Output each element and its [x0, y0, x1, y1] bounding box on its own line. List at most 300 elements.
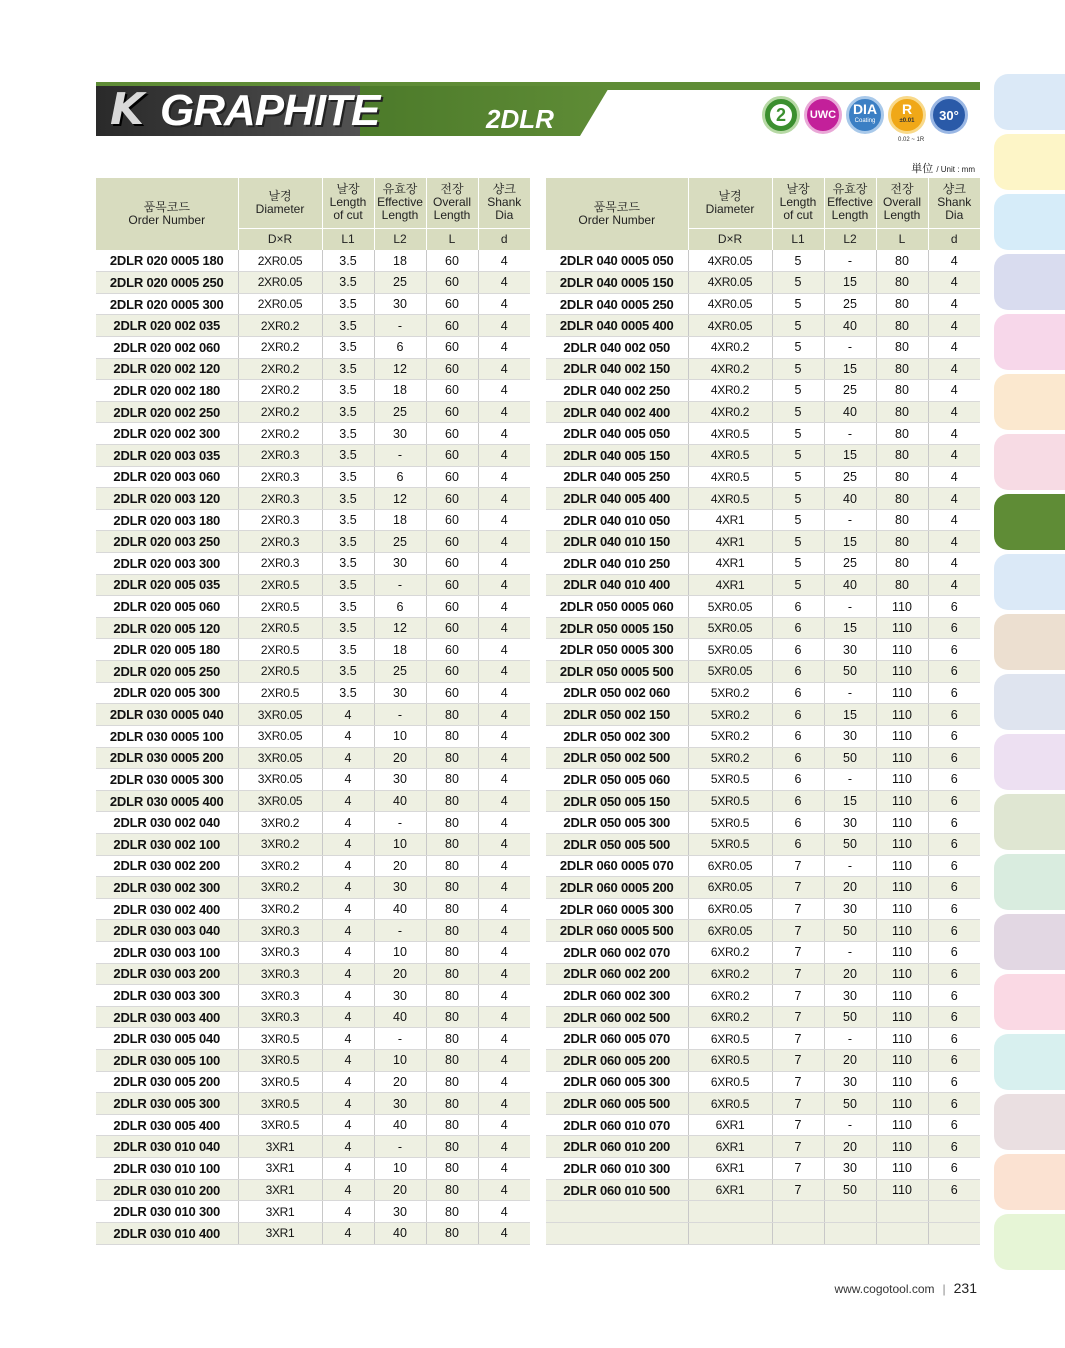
- diameter-cell: 3XR0.05: [238, 790, 322, 812]
- table-row: [546, 942, 980, 964]
- effective-length-cell: 40: [824, 488, 876, 510]
- order-number-cell: 2DLR 030 010 400: [96, 1222, 238, 1244]
- effective-length-cell: 30: [374, 553, 426, 575]
- overall-length-cell: 80: [876, 509, 928, 531]
- diameter-cell: 4XR1: [688, 574, 772, 596]
- diameter-cell: 3XR0.2: [238, 898, 322, 920]
- diameter-cell: 2XR0.05: [238, 293, 322, 315]
- header-en: Length: [381, 208, 419, 223]
- order-number-cell: 2DLR 040 005 250: [546, 466, 688, 488]
- overall-length-cell: 80: [426, 1179, 478, 1201]
- diameter-cell: 5XR0.05: [688, 596, 772, 618]
- length-of-cut-cell: 4: [322, 1179, 374, 1201]
- empty-cell: [772, 1201, 824, 1223]
- overall-length-cell: 60: [426, 617, 478, 639]
- section-tab-10[interactable]: [994, 614, 1065, 670]
- order-number-cell: 2DLR 040 005 150: [546, 444, 688, 466]
- section-tab-9[interactable]: [994, 554, 1065, 610]
- radius-tolerance-label: ±0.01: [899, 118, 915, 124]
- length-of-cut-cell: 7: [772, 877, 824, 899]
- header-kr: 샹크: [492, 182, 516, 197]
- effective-length-cell: -: [824, 1114, 876, 1136]
- effective-length-cell: -: [824, 769, 876, 791]
- effective-length-cell: 6: [374, 596, 426, 618]
- effective-length-cell: 40: [374, 790, 426, 812]
- diameter-cell: 6XR0.5: [688, 1028, 772, 1050]
- table-row: [96, 985, 530, 1007]
- effective-length-cell: 40: [824, 574, 876, 596]
- effective-length-cell: 15: [824, 704, 876, 726]
- length-of-cut-cell: 4: [322, 1114, 374, 1136]
- length-of-cut-cell: 4: [322, 1201, 374, 1223]
- header-kr: 샹크: [942, 182, 966, 197]
- shank-dia-cell: 4: [478, 769, 530, 791]
- overall-length-cell: 80: [876, 293, 928, 315]
- length-of-cut-cell: 3.5: [322, 509, 374, 531]
- shank-dia-cell: 4: [478, 423, 530, 445]
- section-tab-13[interactable]: [994, 794, 1065, 850]
- unit-label: [911, 160, 975, 176]
- table-row: [546, 704, 980, 726]
- order-number-cell: 2DLR 060 002 070: [546, 942, 688, 964]
- overall-length-cell: 80: [426, 1158, 478, 1180]
- effective-length-cell: 30: [824, 1158, 876, 1180]
- table-row: [546, 1050, 980, 1072]
- shank-dia-cell: 4: [478, 1158, 530, 1180]
- overall-length-cell: 60: [426, 466, 478, 488]
- shank-dia-cell: 4: [928, 380, 980, 402]
- section-tab-3[interactable]: [994, 194, 1065, 250]
- length-of-cut-cell: 3.5: [322, 617, 374, 639]
- length-of-cut-cell: 5: [772, 401, 824, 423]
- effective-length-cell: 50: [824, 1093, 876, 1115]
- effective-length-header: [374, 178, 426, 228]
- effective-length-cell: -: [824, 942, 876, 964]
- overall-length-cell: 110: [876, 596, 928, 618]
- diameter-cell: 5XR0.2: [688, 725, 772, 747]
- length-of-cut-cell: 3.5: [322, 336, 374, 358]
- table-row: [96, 272, 530, 294]
- symbol-l: L: [876, 228, 928, 250]
- radius-range-note: 0.02 ~ 1R: [898, 137, 925, 143]
- table-row: [96, 553, 530, 575]
- overall-length-cell: 80: [876, 574, 928, 596]
- diameter-cell: 5XR0.05: [688, 617, 772, 639]
- diameter-cell: 2XR0.3: [238, 509, 322, 531]
- length-of-cut-cell: 6: [772, 682, 824, 704]
- order-number-cell: 2DLR 030 002 200: [96, 855, 238, 877]
- diameter-cell: 2XR0.3: [238, 553, 322, 575]
- overall-length-cell: 110: [876, 617, 928, 639]
- length-of-cut-cell: 5: [772, 531, 824, 553]
- length-of-cut-cell: 4: [322, 833, 374, 855]
- table-row: [96, 1136, 530, 1158]
- order-number-cell: 2DLR 060 002 300: [546, 985, 688, 1007]
- shank-dia-cell: 4: [478, 790, 530, 812]
- order-number-cell: 2DLR 030 003 200: [96, 963, 238, 985]
- header-en: Length: [779, 195, 817, 210]
- page-title: GRAPHITE: [160, 86, 380, 135]
- shank-dia-cell: 4: [478, 855, 530, 877]
- diameter-cell: 2XR0.2: [238, 423, 322, 445]
- shank-dia-cell: 6: [928, 1093, 980, 1115]
- diameter-cell: 6XR0.5: [688, 1093, 772, 1115]
- effective-length-cell: -: [374, 315, 426, 337]
- diameter-cell: 4XR0.5: [688, 423, 772, 445]
- effective-length-cell: 40: [824, 315, 876, 337]
- order-number-cell: 2DLR 030 0005 300: [96, 769, 238, 791]
- section-tab-4[interactable]: [994, 254, 1065, 310]
- table-row: [96, 704, 530, 726]
- overall-length-cell: 110: [876, 704, 928, 726]
- section-tab-1[interactable]: [994, 74, 1065, 130]
- section-tab-17[interactable]: [994, 1034, 1065, 1090]
- length-of-cut-cell: 3.5: [322, 444, 374, 466]
- table-row: [96, 769, 530, 791]
- table-row: [546, 423, 980, 445]
- effective-length-cell: 20: [824, 963, 876, 985]
- section-tab-15[interactable]: [994, 914, 1065, 970]
- diameter-cell: 6XR1: [688, 1179, 772, 1201]
- diameter-cell: 3XR1: [238, 1222, 322, 1244]
- table-row: [546, 725, 980, 747]
- effective-length-cell: -: [824, 509, 876, 531]
- table-row: [96, 1050, 530, 1072]
- k-logo: K: [109, 83, 145, 135]
- table-row: [546, 639, 980, 661]
- effective-length-cell: 10: [374, 1158, 426, 1180]
- overall-length-cell: 110: [876, 747, 928, 769]
- diameter-cell: 2XR0.5: [238, 661, 322, 683]
- header-en: Effective: [827, 195, 873, 210]
- overall-length-cell: 110: [876, 639, 928, 661]
- shank-dia-cell: 6: [928, 1050, 980, 1072]
- helix-angle-icon: 30°: [930, 96, 968, 134]
- diameter-cell: 3XR0.05: [238, 769, 322, 791]
- order-number-cell: 2DLR 020 002 250: [96, 401, 238, 423]
- section-tab-14[interactable]: [994, 854, 1065, 910]
- overall-length-cell: 80: [426, 1114, 478, 1136]
- table-row: [546, 1114, 980, 1136]
- overall-length-cell: 80: [876, 423, 928, 445]
- shank-dia-cell: 4: [478, 1093, 530, 1115]
- diameter-cell: 3XR0.5: [238, 1093, 322, 1115]
- diameter-cell: 3XR0.2: [238, 877, 322, 899]
- shank-dia-cell: 4: [928, 315, 980, 337]
- length-of-cut-cell: 4: [322, 985, 374, 1007]
- overall-length-cell: 60: [426, 596, 478, 618]
- length-of-cut-cell: 4: [322, 725, 374, 747]
- overall-length-cell: 80: [426, 1006, 478, 1028]
- length-of-cut-cell: 4: [322, 1071, 374, 1093]
- dia-sub-label: Coating: [854, 118, 876, 124]
- header-en: Order Number: [128, 213, 206, 227]
- shank-dia-cell: 4: [478, 272, 530, 294]
- table-row: [96, 423, 530, 445]
- overall-length-cell: 80: [426, 1050, 478, 1072]
- effective-length-cell: 25: [374, 661, 426, 683]
- section-tab-5[interactable]: [994, 314, 1065, 370]
- length-of-cut-cell: 3.5: [322, 315, 374, 337]
- overall-length-cell: 60: [426, 531, 478, 553]
- effective-length-cell: -: [824, 596, 876, 618]
- order-number-cell: 2DLR 020 0005 180: [96, 250, 238, 272]
- length-of-cut-cell: 3.5: [322, 250, 374, 272]
- section-tab-2[interactable]: [994, 134, 1065, 190]
- effective-length-cell: 20: [824, 877, 876, 899]
- table-row: [96, 358, 530, 380]
- table-row: [96, 293, 530, 315]
- overall-length-cell: 80: [426, 1136, 478, 1158]
- section-tab-8[interactable]: [994, 494, 1065, 550]
- overall-length-cell: 80: [426, 747, 478, 769]
- header-kr: 품목코드: [143, 200, 190, 214]
- shank-dia-cell: 4: [478, 358, 530, 380]
- diameter-cell: 4XR0.05: [688, 272, 772, 294]
- table-row: [546, 250, 980, 272]
- effective-length-cell: 15: [824, 531, 876, 553]
- diameter-cell: 4XR0.05: [688, 250, 772, 272]
- effective-length-cell: 50: [824, 1006, 876, 1028]
- shank-dia-cell: 4: [478, 596, 530, 618]
- length-of-cut-header: [772, 178, 824, 228]
- order-number-cell: 2DLR 040 002 250: [546, 380, 688, 402]
- overall-length-cell: 80: [426, 942, 478, 964]
- effective-length-cell: 18: [374, 250, 426, 272]
- overall-length-cell: 110: [876, 833, 928, 855]
- table-row: [96, 574, 530, 596]
- order-number-cell: 2DLR 020 002 035: [96, 315, 238, 337]
- symbol-dia: D×R: [688, 228, 772, 250]
- order-number-cell: 2DLR 040 0005 050: [546, 250, 688, 272]
- overall-length-cell: 80: [426, 704, 478, 726]
- length-of-cut-cell: 4: [322, 942, 374, 964]
- shank-dia-cell: 6: [928, 942, 980, 964]
- order-number-cell: 2DLR 040 002 400: [546, 401, 688, 423]
- diameter-cell: 6XR0.05: [688, 920, 772, 942]
- overall-length-cell: 60: [426, 553, 478, 575]
- table-row: [96, 315, 530, 337]
- diameter-cell: 6XR0.5: [688, 1050, 772, 1072]
- order-number-cell: 2DLR 050 005 060: [546, 769, 688, 791]
- length-of-cut-cell: 7: [772, 1050, 824, 1072]
- order-number-cell: 2DLR 030 005 040: [96, 1028, 238, 1050]
- effective-length-cell: 30: [374, 682, 426, 704]
- effective-length-cell: 30: [374, 293, 426, 315]
- table-row: [546, 833, 980, 855]
- shank-dia-cell: 6: [928, 898, 980, 920]
- order-number-cell: 2DLR 020 002 120: [96, 358, 238, 380]
- diameter-cell: 3XR0.3: [238, 1006, 322, 1028]
- length-of-cut-cell: 7: [772, 1136, 824, 1158]
- shank-dia-cell: 4: [478, 1050, 530, 1072]
- order-number-cell: 2DLR 030 0005 040: [96, 704, 238, 726]
- length-of-cut-cell: 6: [772, 790, 824, 812]
- header-en: Length: [433, 208, 471, 223]
- effective-length-cell: 25: [824, 553, 876, 575]
- effective-length-cell: 30: [374, 1201, 426, 1223]
- effective-length-header: [824, 178, 876, 228]
- length-of-cut-cell: 4: [322, 1136, 374, 1158]
- section-tab-19[interactable]: [994, 1154, 1065, 1210]
- length-of-cut-cell: 3.5: [322, 639, 374, 661]
- empty-cell: [688, 1201, 772, 1223]
- length-of-cut-cell: 6: [772, 661, 824, 683]
- length-of-cut-cell: 7: [772, 1071, 824, 1093]
- table-row: [546, 596, 980, 618]
- shank-dia-cell: 6: [928, 661, 980, 683]
- length-of-cut-cell: 4: [322, 790, 374, 812]
- section-tab-20[interactable]: [994, 1214, 1065, 1270]
- order-number-cell: 2DLR 030 002 100: [96, 833, 238, 855]
- table-row: [546, 747, 980, 769]
- shank-dia-cell: 4: [478, 293, 530, 315]
- overall-length-cell: 110: [876, 1071, 928, 1093]
- section-tab-11[interactable]: [994, 674, 1065, 730]
- diameter-cell: 6XR1: [688, 1158, 772, 1180]
- table-row: [96, 250, 530, 272]
- length-of-cut-cell: 3.5: [322, 488, 374, 510]
- overall-length-cell: 60: [426, 639, 478, 661]
- website-url: www.cogotool.com: [834, 1282, 935, 1296]
- section-tab-18[interactable]: [994, 1094, 1065, 1150]
- length-of-cut-cell: 5: [772, 574, 824, 596]
- length-of-cut-cell: 3.5: [322, 466, 374, 488]
- shank-dia-cell: 4: [478, 747, 530, 769]
- diameter-cell: 4XR1: [688, 509, 772, 531]
- length-of-cut-cell: 4: [322, 747, 374, 769]
- order-number-cell: 2DLR 020 005 060: [96, 596, 238, 618]
- diameter-cell: 3XR0.5: [238, 1050, 322, 1072]
- length-of-cut-cell: 7: [772, 1006, 824, 1028]
- length-of-cut-cell: 4: [322, 877, 374, 899]
- order-number-header: [96, 178, 238, 250]
- shank-dia-cell: 4: [478, 704, 530, 726]
- table-row: [96, 531, 530, 553]
- order-number-cell: 2DLR 050 005 150: [546, 790, 688, 812]
- order-number-cell: 2DLR 030 0005 100: [96, 725, 238, 747]
- section-tab-16[interactable]: [994, 974, 1065, 1030]
- overall-length-cell: 110: [876, 942, 928, 964]
- length-of-cut-cell: 4: [322, 1222, 374, 1244]
- overall-length-cell: 60: [426, 661, 478, 683]
- shank-dia-cell: 4: [928, 401, 980, 423]
- table-row: [96, 1093, 530, 1115]
- length-of-cut-cell: 5: [772, 423, 824, 445]
- order-number-cell: 2DLR 050 002 060: [546, 682, 688, 704]
- overall-length-cell: 80: [426, 725, 478, 747]
- footer: [834, 1280, 977, 1296]
- effective-length-cell: -: [374, 444, 426, 466]
- effective-length-cell: 25: [824, 380, 876, 402]
- table-row: [546, 1006, 980, 1028]
- effective-length-cell: -: [824, 682, 876, 704]
- length-of-cut-cell: 4: [322, 1158, 374, 1180]
- diameter-cell: 6XR0.2: [688, 985, 772, 1007]
- table-row: [546, 682, 980, 704]
- table-row: [546, 1158, 980, 1180]
- dia-label: DIA: [852, 101, 878, 117]
- order-number-cell: 2DLR 060 005 500: [546, 1093, 688, 1115]
- length-of-cut-cell: 7: [772, 1028, 824, 1050]
- section-tab-12[interactable]: [994, 734, 1065, 790]
- section-tab-7[interactable]: [994, 434, 1065, 490]
- effective-length-cell: 10: [374, 942, 426, 964]
- order-number-cell: 2DLR 030 003 100: [96, 942, 238, 964]
- empty-cell: [876, 1201, 928, 1223]
- header-en: Length: [831, 208, 869, 223]
- order-number-cell: 2DLR 060 005 070: [546, 1028, 688, 1050]
- table-row: [546, 1179, 980, 1201]
- table-row: [96, 942, 530, 964]
- effective-length-cell: 12: [374, 617, 426, 639]
- order-number-cell: 2DLR 030 010 040: [96, 1136, 238, 1158]
- order-number-cell: 2DLR 020 002 060: [96, 336, 238, 358]
- header-en: Dia: [945, 208, 964, 223]
- overall-length-cell: 60: [426, 315, 478, 337]
- header-kr: 날경: [718, 188, 742, 203]
- diameter-cell: 4XR0.2: [688, 336, 772, 358]
- overall-length-cell: 60: [426, 509, 478, 531]
- table-row: [96, 1179, 530, 1201]
- effective-length-cell: -: [824, 336, 876, 358]
- diameter-cell: 4XR0.5: [688, 488, 772, 510]
- table-row: [546, 855, 980, 877]
- table-row: [96, 466, 530, 488]
- order-number-cell: 2DLR 030 005 300: [96, 1093, 238, 1115]
- diameter-cell: 2XR0.5: [238, 682, 322, 704]
- unit-kr: 単位: [911, 163, 934, 175]
- order-number-cell: 2DLR 020 003 060: [96, 466, 238, 488]
- effective-length-cell: 15: [824, 617, 876, 639]
- diameter-cell: 3XR1: [238, 1136, 322, 1158]
- effective-length-cell: -: [374, 812, 426, 834]
- overall-length-cell: 80: [876, 272, 928, 294]
- diameter-cell: 3XR0.3: [238, 920, 322, 942]
- table-row: [546, 877, 980, 899]
- overall-length-cell: 80: [426, 1071, 478, 1093]
- flute-count: 2: [770, 104, 792, 126]
- order-number-cell: 2DLR 020 005 120: [96, 617, 238, 639]
- shank-dia-cell: 4: [478, 942, 530, 964]
- order-number-cell: 2DLR 050 002 150: [546, 704, 688, 726]
- overall-length-cell: 110: [876, 1006, 928, 1028]
- diameter-cell: 3XR1: [238, 1158, 322, 1180]
- effective-length-cell: 50: [824, 747, 876, 769]
- effective-length-cell: -: [824, 250, 876, 272]
- overall-length-cell: 60: [426, 293, 478, 315]
- shank-dia-cell: 4: [478, 531, 530, 553]
- shank-dia-cell: 6: [928, 812, 980, 834]
- overall-length-cell: 110: [876, 769, 928, 791]
- order-number-cell: 2DLR 060 005 300: [546, 1071, 688, 1093]
- diameter-cell: 3XR0.2: [238, 833, 322, 855]
- header-en: Length: [883, 208, 921, 223]
- table-row: [546, 1093, 980, 1115]
- section-tab-6[interactable]: [994, 374, 1065, 430]
- shank-dia-cell: 4: [478, 963, 530, 985]
- shank-dia-cell: 4: [478, 833, 530, 855]
- order-number-cell: 2DLR 060 0005 070: [546, 855, 688, 877]
- header-kr: 날경: [268, 188, 292, 203]
- shank-dia-cell: 6: [928, 769, 980, 791]
- length-of-cut-cell: 3.5: [322, 293, 374, 315]
- overall-length-cell: 80: [426, 1028, 478, 1050]
- order-number-cell: 2DLR 030 003 040: [96, 920, 238, 942]
- empty-cell: [688, 1222, 772, 1244]
- empty-cell: [546, 1201, 688, 1223]
- order-number-cell: 2DLR 020 003 035: [96, 444, 238, 466]
